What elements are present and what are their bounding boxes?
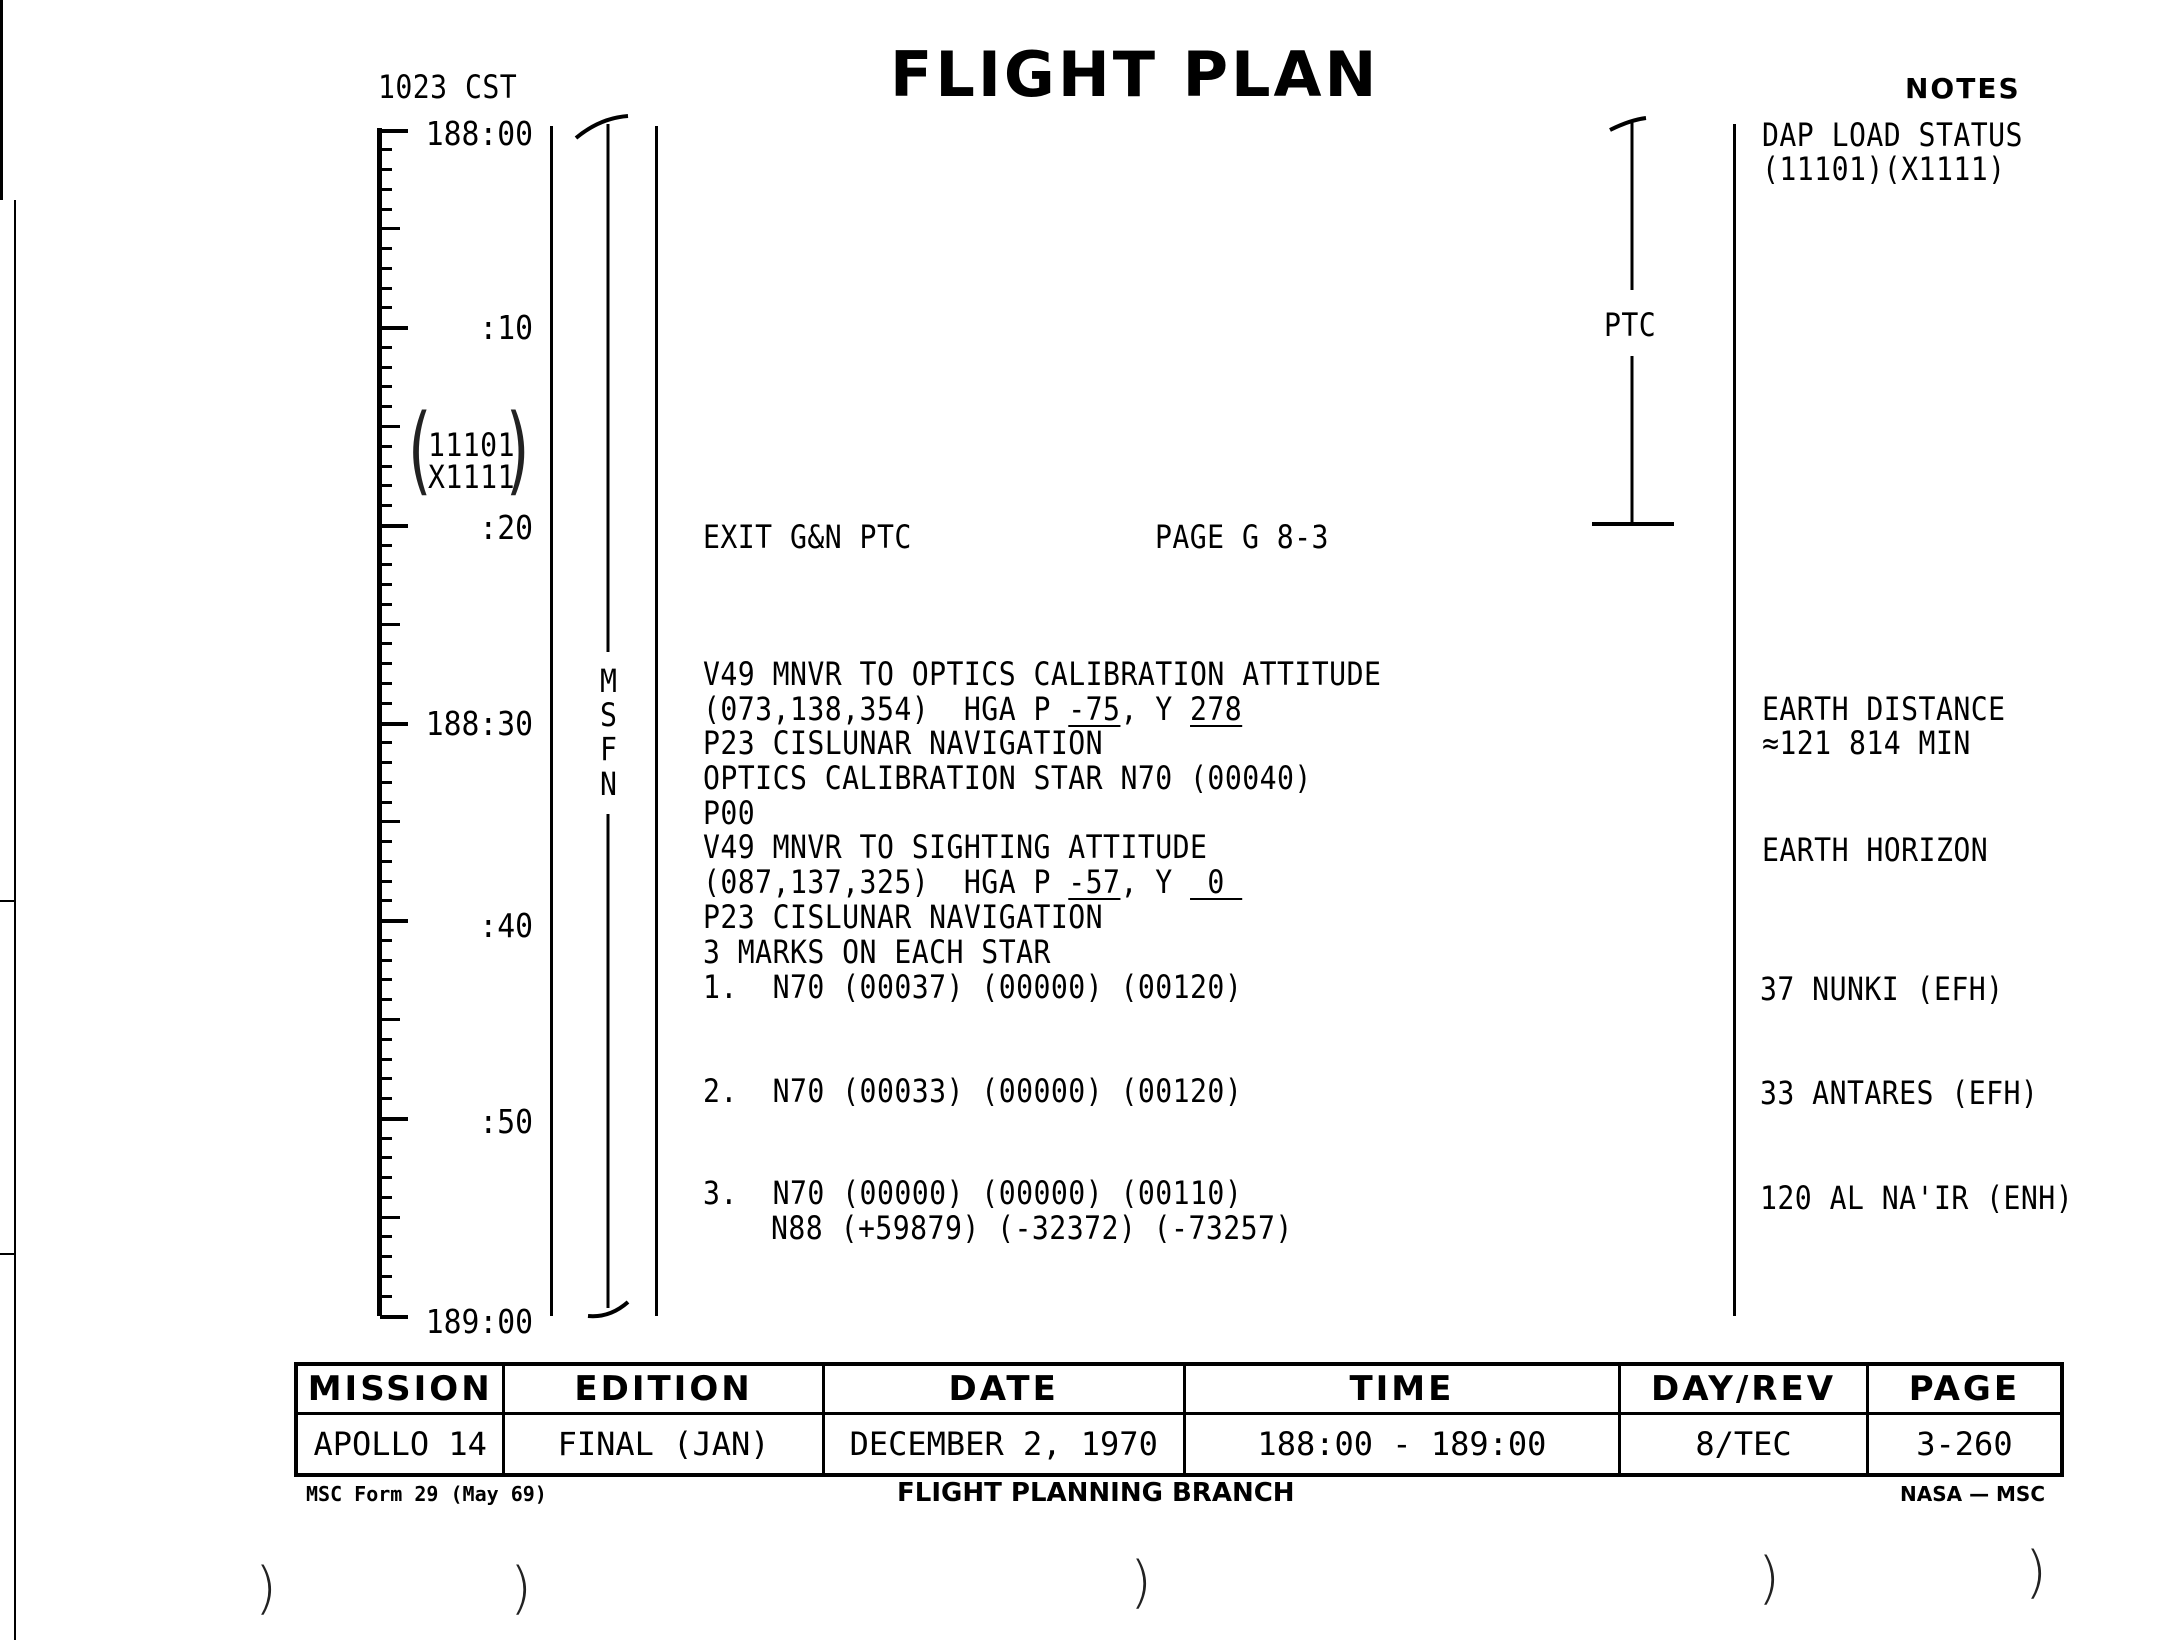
msfn-letter-s: S xyxy=(600,696,618,734)
scan-mark: ) xyxy=(2025,1540,2047,1605)
scan-mark: ) xyxy=(1758,1546,1780,1611)
time-label-20: :20 xyxy=(479,508,533,547)
footer-date: DECEMBER 2, 1970 xyxy=(823,1414,1184,1476)
star-step-2: 2. N70 (00033) (00000) (00120) xyxy=(703,1072,1243,1110)
timeline-tick xyxy=(380,405,392,408)
sighting-hga-yaw: 0 xyxy=(1190,863,1243,901)
binder-edge-tick xyxy=(0,1253,14,1255)
earth-horizon: EARTH HORIZON xyxy=(1762,831,1989,869)
dap-bracket-right-paren: ) xyxy=(506,395,530,507)
star-note-2: 33 ANTARES (EFH) xyxy=(1760,1074,2039,1112)
footer-header-mission: MISSION xyxy=(296,1364,504,1414)
footer-info-table xyxy=(294,1362,2064,1477)
p00-program: P00 xyxy=(703,794,756,832)
timeline-tick xyxy=(380,445,392,448)
time-label-40: :40 xyxy=(479,906,533,945)
calibration-hga-yaw: 278 xyxy=(1190,690,1243,728)
footer-header-edition: EDITION xyxy=(504,1364,823,1414)
time-label-10: :10 xyxy=(479,308,533,347)
binder-edge-line xyxy=(14,200,16,1640)
footer-header-page: PAGE xyxy=(1867,1364,2062,1414)
footer-page: 3-260 xyxy=(1867,1414,2062,1476)
p23-cislunar-nav-2: P23 CISLUNAR NAVIGATION xyxy=(703,898,1104,936)
timeline-tick xyxy=(380,208,392,211)
timeline-tick xyxy=(380,504,392,507)
time-label-188-00: 188:00 xyxy=(425,114,533,153)
timeline-tick xyxy=(380,801,392,804)
timeline-tick xyxy=(380,840,392,843)
earth-distance-value: ≈121 814 MIN xyxy=(1762,724,1971,762)
calibration-hga-separator: , Y xyxy=(1120,690,1191,728)
timeline-tick xyxy=(380,662,392,665)
timeline-tick xyxy=(380,1235,392,1238)
v49-sighting-maneuver: V49 MNVR TO SIGHTING ATTITUDE xyxy=(703,828,1208,866)
dap-bracket-left-paren: ( xyxy=(408,395,432,507)
marks-on-each-star: 3 MARKS ON EACH STAR xyxy=(703,933,1051,971)
timeline-tick xyxy=(380,820,400,823)
footer-header-day-rev: DAY/REV xyxy=(1620,1364,1868,1414)
branch-name: FLIGHT PLANNING BRANCH xyxy=(897,1478,1295,1508)
timeline-tick xyxy=(380,227,400,230)
star-step-1: 1. N70 (00037) (00000) (00120) xyxy=(703,968,1243,1006)
timeline-tick xyxy=(380,583,392,586)
timeline-tick xyxy=(380,1058,392,1061)
earth-distance: EARTH DISTANCE xyxy=(1762,690,2006,728)
time-cst: 1023 CST xyxy=(378,68,518,106)
star-step-3-n88: N88 (+59879) (-32372) (-73257) xyxy=(771,1209,1293,1247)
notes-heading: NOTES xyxy=(1905,72,2021,105)
sighting-hga-separator: , Y xyxy=(1120,863,1191,901)
sighting-attitude-angles: (087,137,325) HGA P xyxy=(703,863,1069,901)
time-label-188-30: 188:30 xyxy=(425,704,533,743)
time-label-50: :50 xyxy=(479,1102,533,1141)
timeline-tick xyxy=(380,1156,392,1159)
timeline-tick xyxy=(380,998,392,1001)
footer-edition: FINAL (JAN) xyxy=(504,1414,823,1476)
dap-bracket-line1: 11101 xyxy=(428,426,515,464)
timeline-tick xyxy=(380,1216,400,1219)
column-divider-notes xyxy=(1733,124,1736,1316)
timeline-tick xyxy=(380,603,392,606)
timeline-tick xyxy=(380,781,392,784)
timeline-tick xyxy=(380,899,392,902)
scan-mark: ) xyxy=(255,1556,277,1621)
msfn-letter-n: N xyxy=(600,765,618,803)
footer-time: 188:00 - 189:00 xyxy=(1184,1414,1619,1476)
star-step-3: 3. N70 (00000) (00000) (00110) xyxy=(703,1174,1243,1212)
footer-value-row xyxy=(296,1414,2062,1476)
timeline-tick xyxy=(380,1077,392,1080)
timeline-tick xyxy=(380,385,392,388)
exit-gn-ptc: EXIT G&N PTC xyxy=(703,518,912,556)
binder-edge-line xyxy=(0,0,3,200)
timeline-tick xyxy=(380,484,392,487)
page-reference: PAGE G 8-3 xyxy=(1155,518,1329,556)
footer-mission: APOLLO 14 xyxy=(296,1414,504,1476)
timeline-tick xyxy=(380,860,392,863)
msfn-letter-f: F xyxy=(600,730,618,768)
timeline-tick xyxy=(380,1097,392,1100)
timeline-tick xyxy=(380,563,392,566)
timeline-tick xyxy=(380,642,392,645)
timeline-tick xyxy=(380,366,392,369)
sighting-attitude xyxy=(703,865,1242,900)
timeline-tick xyxy=(380,1038,392,1041)
column-divider-left xyxy=(550,126,553,1316)
p23-cislunar-nav-1: P23 CISLUNAR NAVIGATION xyxy=(703,724,1104,762)
timeline-tick xyxy=(380,465,392,468)
footer-day-rev: 8/TEC xyxy=(1620,1414,1868,1476)
timeline-tick xyxy=(380,287,392,290)
timeline-tick xyxy=(380,1196,392,1199)
scan-mark: ) xyxy=(510,1556,532,1621)
time-label-189-00: 189:00 xyxy=(425,1302,533,1341)
timeline-tick xyxy=(380,682,392,685)
column-divider-activity xyxy=(655,126,658,1316)
footer-header-row xyxy=(296,1364,2062,1414)
binder-edge-tick xyxy=(0,900,14,902)
timeline-tick xyxy=(380,247,392,250)
msfn-letter-m: M xyxy=(600,662,618,700)
page-title: FLIGHT PLAN xyxy=(890,38,1380,111)
timeline-tick xyxy=(380,1176,392,1179)
timeline-tick xyxy=(380,1018,400,1021)
footer-header-time: TIME xyxy=(1184,1364,1619,1414)
calibration-attitude-angles: (073,138,354) HGA P xyxy=(703,690,1069,728)
sighting-hga-pitch: -57 xyxy=(1068,863,1121,901)
ptc-label: PTC xyxy=(1604,306,1657,344)
optics-calibration-star: OPTICS CALIBRATION STAR N70 (00040) xyxy=(703,759,1312,797)
timeline-tick xyxy=(380,168,392,171)
form-id: MSC Form 29 (May 69) xyxy=(306,1482,547,1506)
calibration-attitude xyxy=(703,692,1242,727)
dap-bracket-line2: X1111 xyxy=(428,458,515,496)
timeline-tick xyxy=(380,1255,392,1258)
dap-load-values: (11101)(X1111) xyxy=(1762,150,2006,188)
timeline-tick xyxy=(380,188,392,191)
calibration-hga-pitch: -75 xyxy=(1068,690,1121,728)
timeline-tick xyxy=(380,761,392,764)
timeline-tick xyxy=(380,1295,392,1298)
timeline-tick xyxy=(380,425,400,428)
star-note-3: 120 AL NA'IR (ENH) xyxy=(1760,1179,2074,1217)
scan-mark: ) xyxy=(1130,1550,1152,1615)
timeline-tick xyxy=(380,959,392,962)
dap-load-status: DAP LOAD STATUS xyxy=(1762,116,2023,154)
timeline-tick xyxy=(380,623,400,626)
timeline-tick xyxy=(380,1275,392,1278)
timeline-tick xyxy=(380,267,392,270)
timeline-tick xyxy=(380,880,392,883)
org-name: NASA — MSC xyxy=(1900,1482,2046,1506)
footer-header-date: DATE xyxy=(823,1364,1184,1414)
timeline-tick xyxy=(380,978,392,981)
star-note-1: 37 NUNKI (EFH) xyxy=(1760,970,2004,1008)
v49-calibration-maneuver: V49 MNVR TO OPTICS CALIBRATION ATTITUDE xyxy=(703,655,1382,693)
